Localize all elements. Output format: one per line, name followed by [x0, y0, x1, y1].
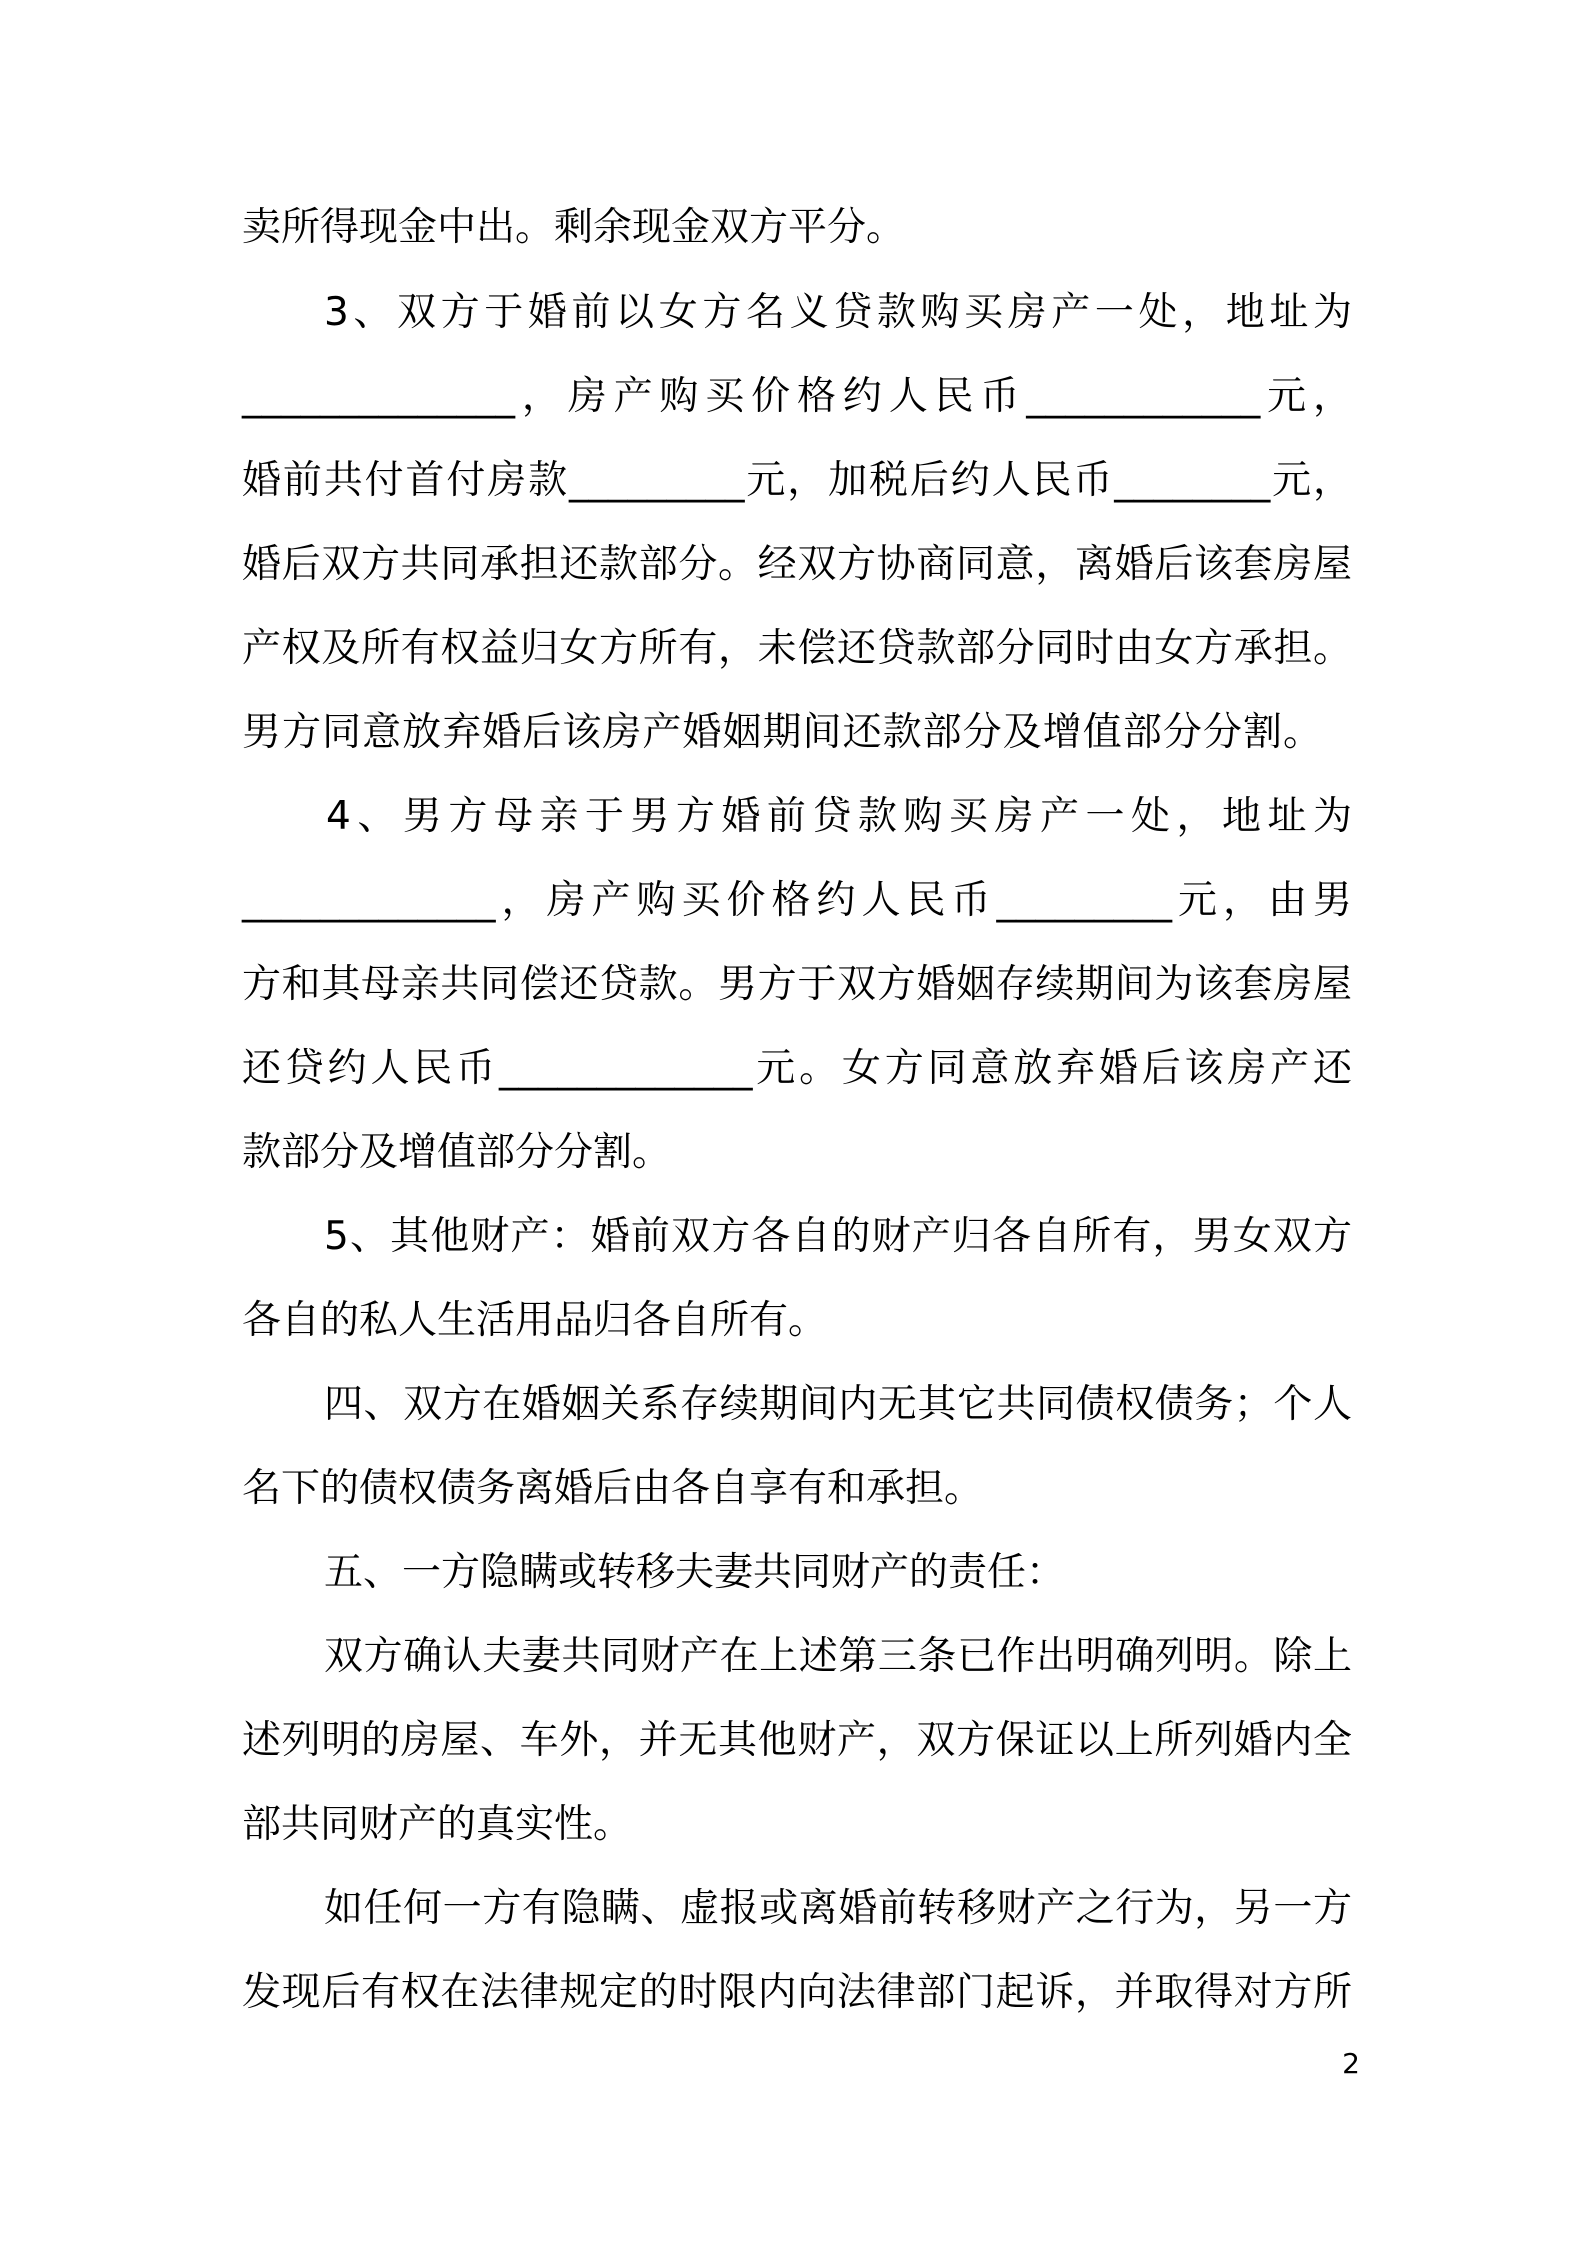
text-line: ______________，房产购买价格约人民币____________元， [242, 374, 1352, 419]
text-line: 发现后有权在法律规定的时限内向法律部门起诉，并取得对方所 [242, 1970, 1352, 2015]
text-line: 产权及所有权益归女方所有，未偿还贷款部分同时由女方承担。 [242, 626, 1352, 671]
text-line: 如任何一方有隐瞒、虚报或离婚前转移财产之行为，另一方 [324, 1886, 1352, 1931]
text-line: 卖所得现金中出。剩余现金双方平分。 [242, 205, 906, 250]
text-line: 方和其母亲共同偿还贷款。男方于双方婚姻存续期间为该套房屋 [242, 962, 1352, 1007]
text-line: 述列明的房屋、车外，并无其他财产，双方保证以上所列婚内全 [242, 1718, 1352, 1763]
text-line: 4、男方母亲于男方婚前贷款购买房产一处，地址为 [326, 794, 1352, 839]
text-line: 男方同意放弃婚后该房产婚姻期间还款部分及增值部分分割。 [242, 710, 1322, 755]
text-line: 名下的债权债务离婚后由各自享有和承担。 [242, 1466, 984, 1511]
text-line: 各自的私人生活用品归各自所有。 [242, 1298, 828, 1343]
text-line: 5、其他财产：婚前双方各自的财产归各自所有，男女双方 [324, 1214, 1352, 1259]
page-number: 2 [1342, 2047, 1360, 2080]
text-line: 还贷约人民币_____________元。女方同意放弃婚后该房产还 [242, 1046, 1352, 1091]
text-line: 双方确认夫妻共同财产在上述第三条已作出明确列明。除上 [324, 1634, 1352, 1679]
text-line: 3、双方于婚前以女方名义贷款购买房产一处，地址为 [324, 290, 1352, 335]
text-line: 部共同财产的真实性。 [242, 1802, 633, 1847]
text-line: 婚前共付首付房款_________元，加税后约人民币________元， [242, 458, 1352, 503]
text-line: 五、一方隐瞒或转移夫妻共同财产的责任： [324, 1550, 1066, 1595]
text-line: 婚后双方共同承担还款部分。经双方协商同意，离婚后该套房屋 [242, 542, 1352, 587]
text-line: 款部分及增值部分分割。 [242, 1130, 672, 1175]
text-line: 四、双方在婚姻关系存续期间内无其它共同债权债务；个人 [324, 1382, 1352, 1427]
text-line: _____________，房产购买价格约人民币_________元，由男 [242, 878, 1352, 923]
